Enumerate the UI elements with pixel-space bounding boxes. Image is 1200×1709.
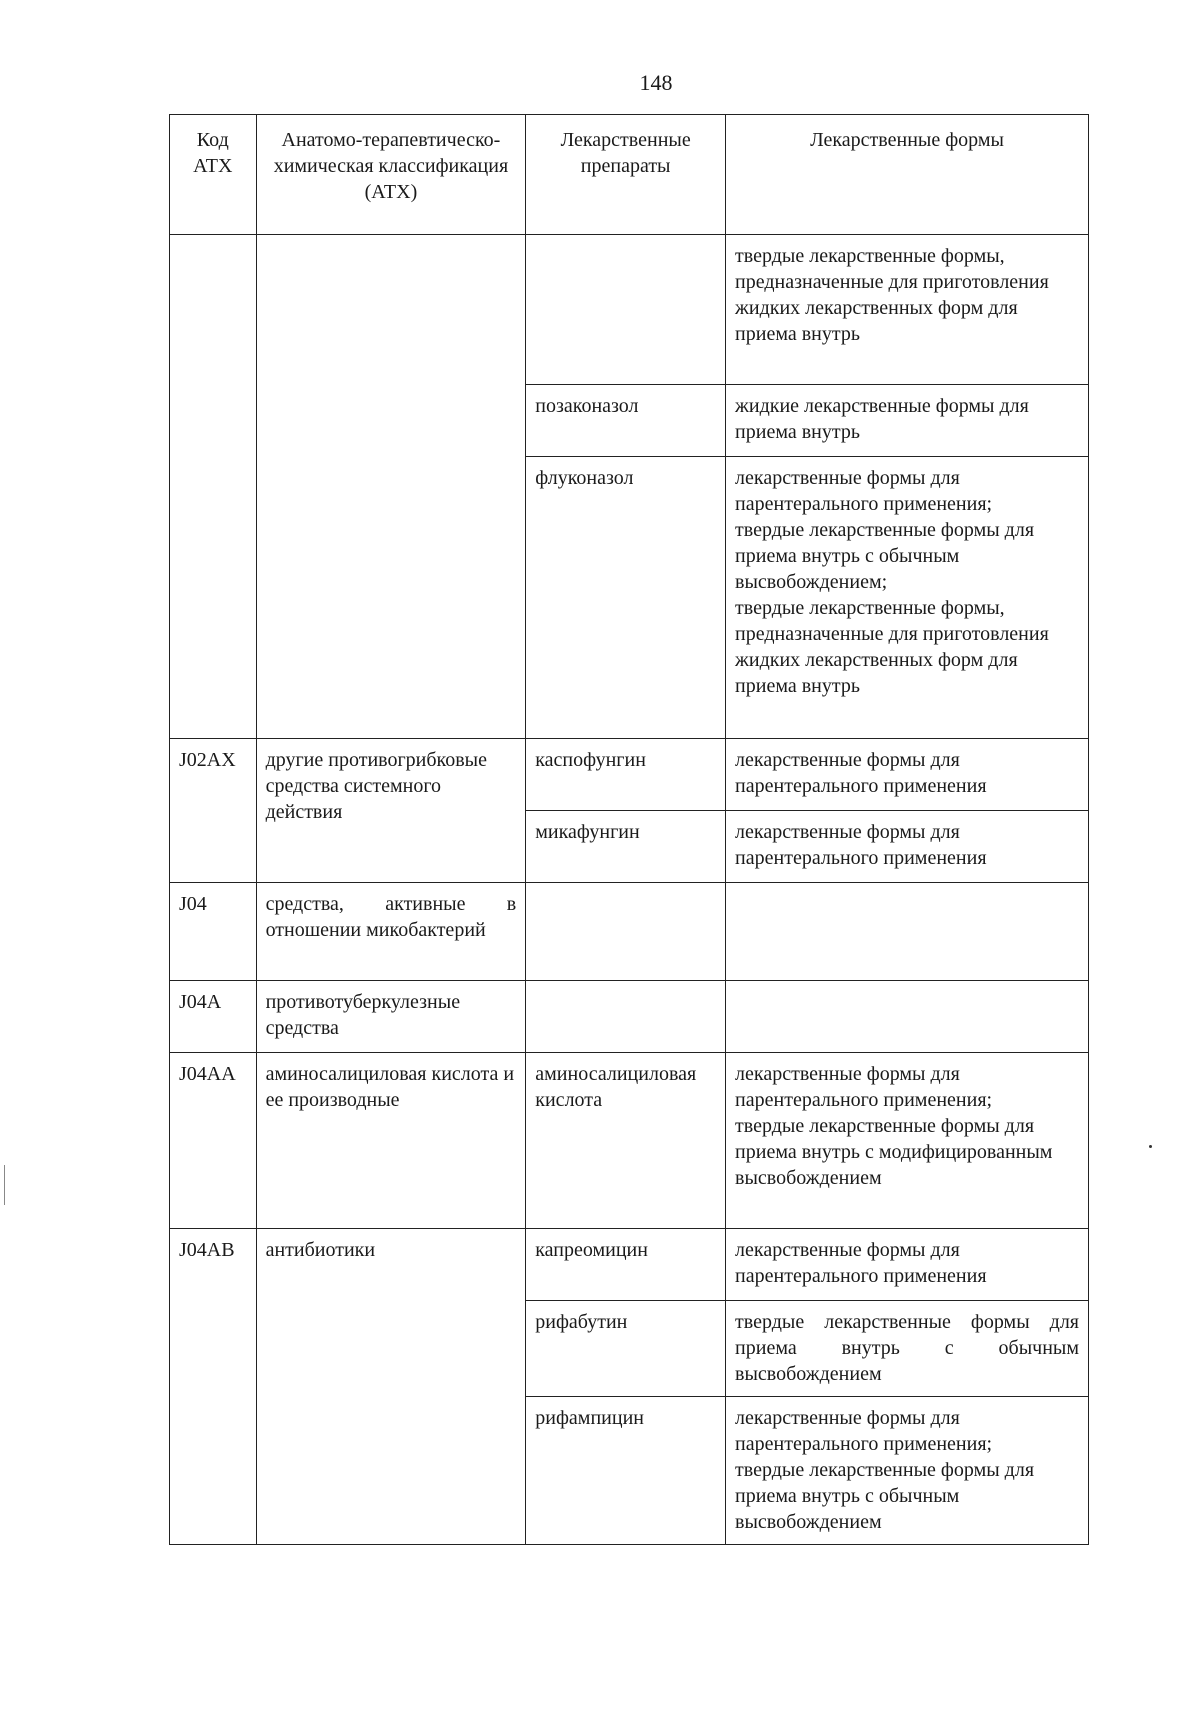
cell-drug: капреомицин [526,1229,726,1301]
cell-drug: аминосалициловая кислота [526,1053,726,1229]
cell-drug: микафунгин [526,811,726,883]
cell-drug: рифампицин [526,1397,726,1545]
table-row [170,1229,1089,1301]
cell-drug: каспофунгин [526,739,726,811]
header-classification: Анатомо-терапевтическо-химическая классификация (АТХ) [256,115,526,235]
header-forms: Лекарственные формы [726,115,1089,235]
cell-forms [726,883,1089,981]
cell-forms: лекарственные формы для парентерального применения [726,811,1089,883]
cell-classification: противотуберкулезные средства [256,981,526,1053]
cell-classification [256,235,526,739]
table-row [170,739,1089,811]
cell-drug: рифабутин [526,1301,726,1397]
atc-drug-table [169,114,1089,1545]
cell-forms: лекарственные формы для парентерального применения [726,1229,1089,1301]
cell-classification: другие противогрибковые средства системного действия [256,739,526,883]
cell-code: J04A [170,981,257,1053]
header-code: Код АТХ [170,115,257,235]
cell-classification: средства, активные в отношении микобактерий [256,883,526,981]
header-drugs: Лекарственные препараты [526,115,726,235]
table-row [170,981,1089,1053]
scan-edge-line [4,1165,5,1205]
table-row [170,235,1089,385]
cell-forms: твердые лекарственные формы, предназначенные для приготовления жидких лекарственных форм для приема внутрь [726,235,1089,385]
cell-forms: твердые лекарственные формы для приема внутрь с обычным высвобождением [726,1301,1089,1397]
cell-code: J04AA [170,1053,257,1229]
table-header-row [170,115,1089,235]
cell-forms: лекарственные формы для парентерального применения [726,739,1089,811]
cell-code: J04 [170,883,257,981]
table-row [170,1053,1089,1229]
cell-drug: позаконазол [526,385,726,457]
cell-code: J02AX [170,739,257,883]
cell-forms: жидкие лекарственные формы для приема внутрь [726,385,1089,457]
cell-forms [726,981,1089,1053]
cell-drug [526,981,726,1053]
cell-forms: лекарственные формы для парентерального применения; твердые лекарственные формы для приема внутрь с модифицированным высвобождением [726,1053,1089,1229]
cell-forms: лекарственные формы для парентерального применения; твердые лекарственные формы для приема внутрь с обычным высвобождением; твердые лекарственные формы, предназначенные для приготовления жидких лекарственных форм для приема внутрь [726,457,1089,739]
cell-classification: аминосалициловая кислота и ее производные [256,1053,526,1229]
cell-classification: антибиотики [256,1229,526,1545]
page-number: 148 [639,70,673,95]
cell-code [170,235,257,739]
cell-code: J04AB [170,1229,257,1545]
cell-drug: флуконазол [526,457,726,739]
scan-dot [1149,1145,1152,1148]
cell-forms: лекарственные формы для парентерального применения; твердые лекарственные формы для приема внутрь с обычным высвобождением [726,1397,1089,1545]
table-row [170,883,1089,981]
cell-drug [526,883,726,981]
cell-drug [526,235,726,385]
